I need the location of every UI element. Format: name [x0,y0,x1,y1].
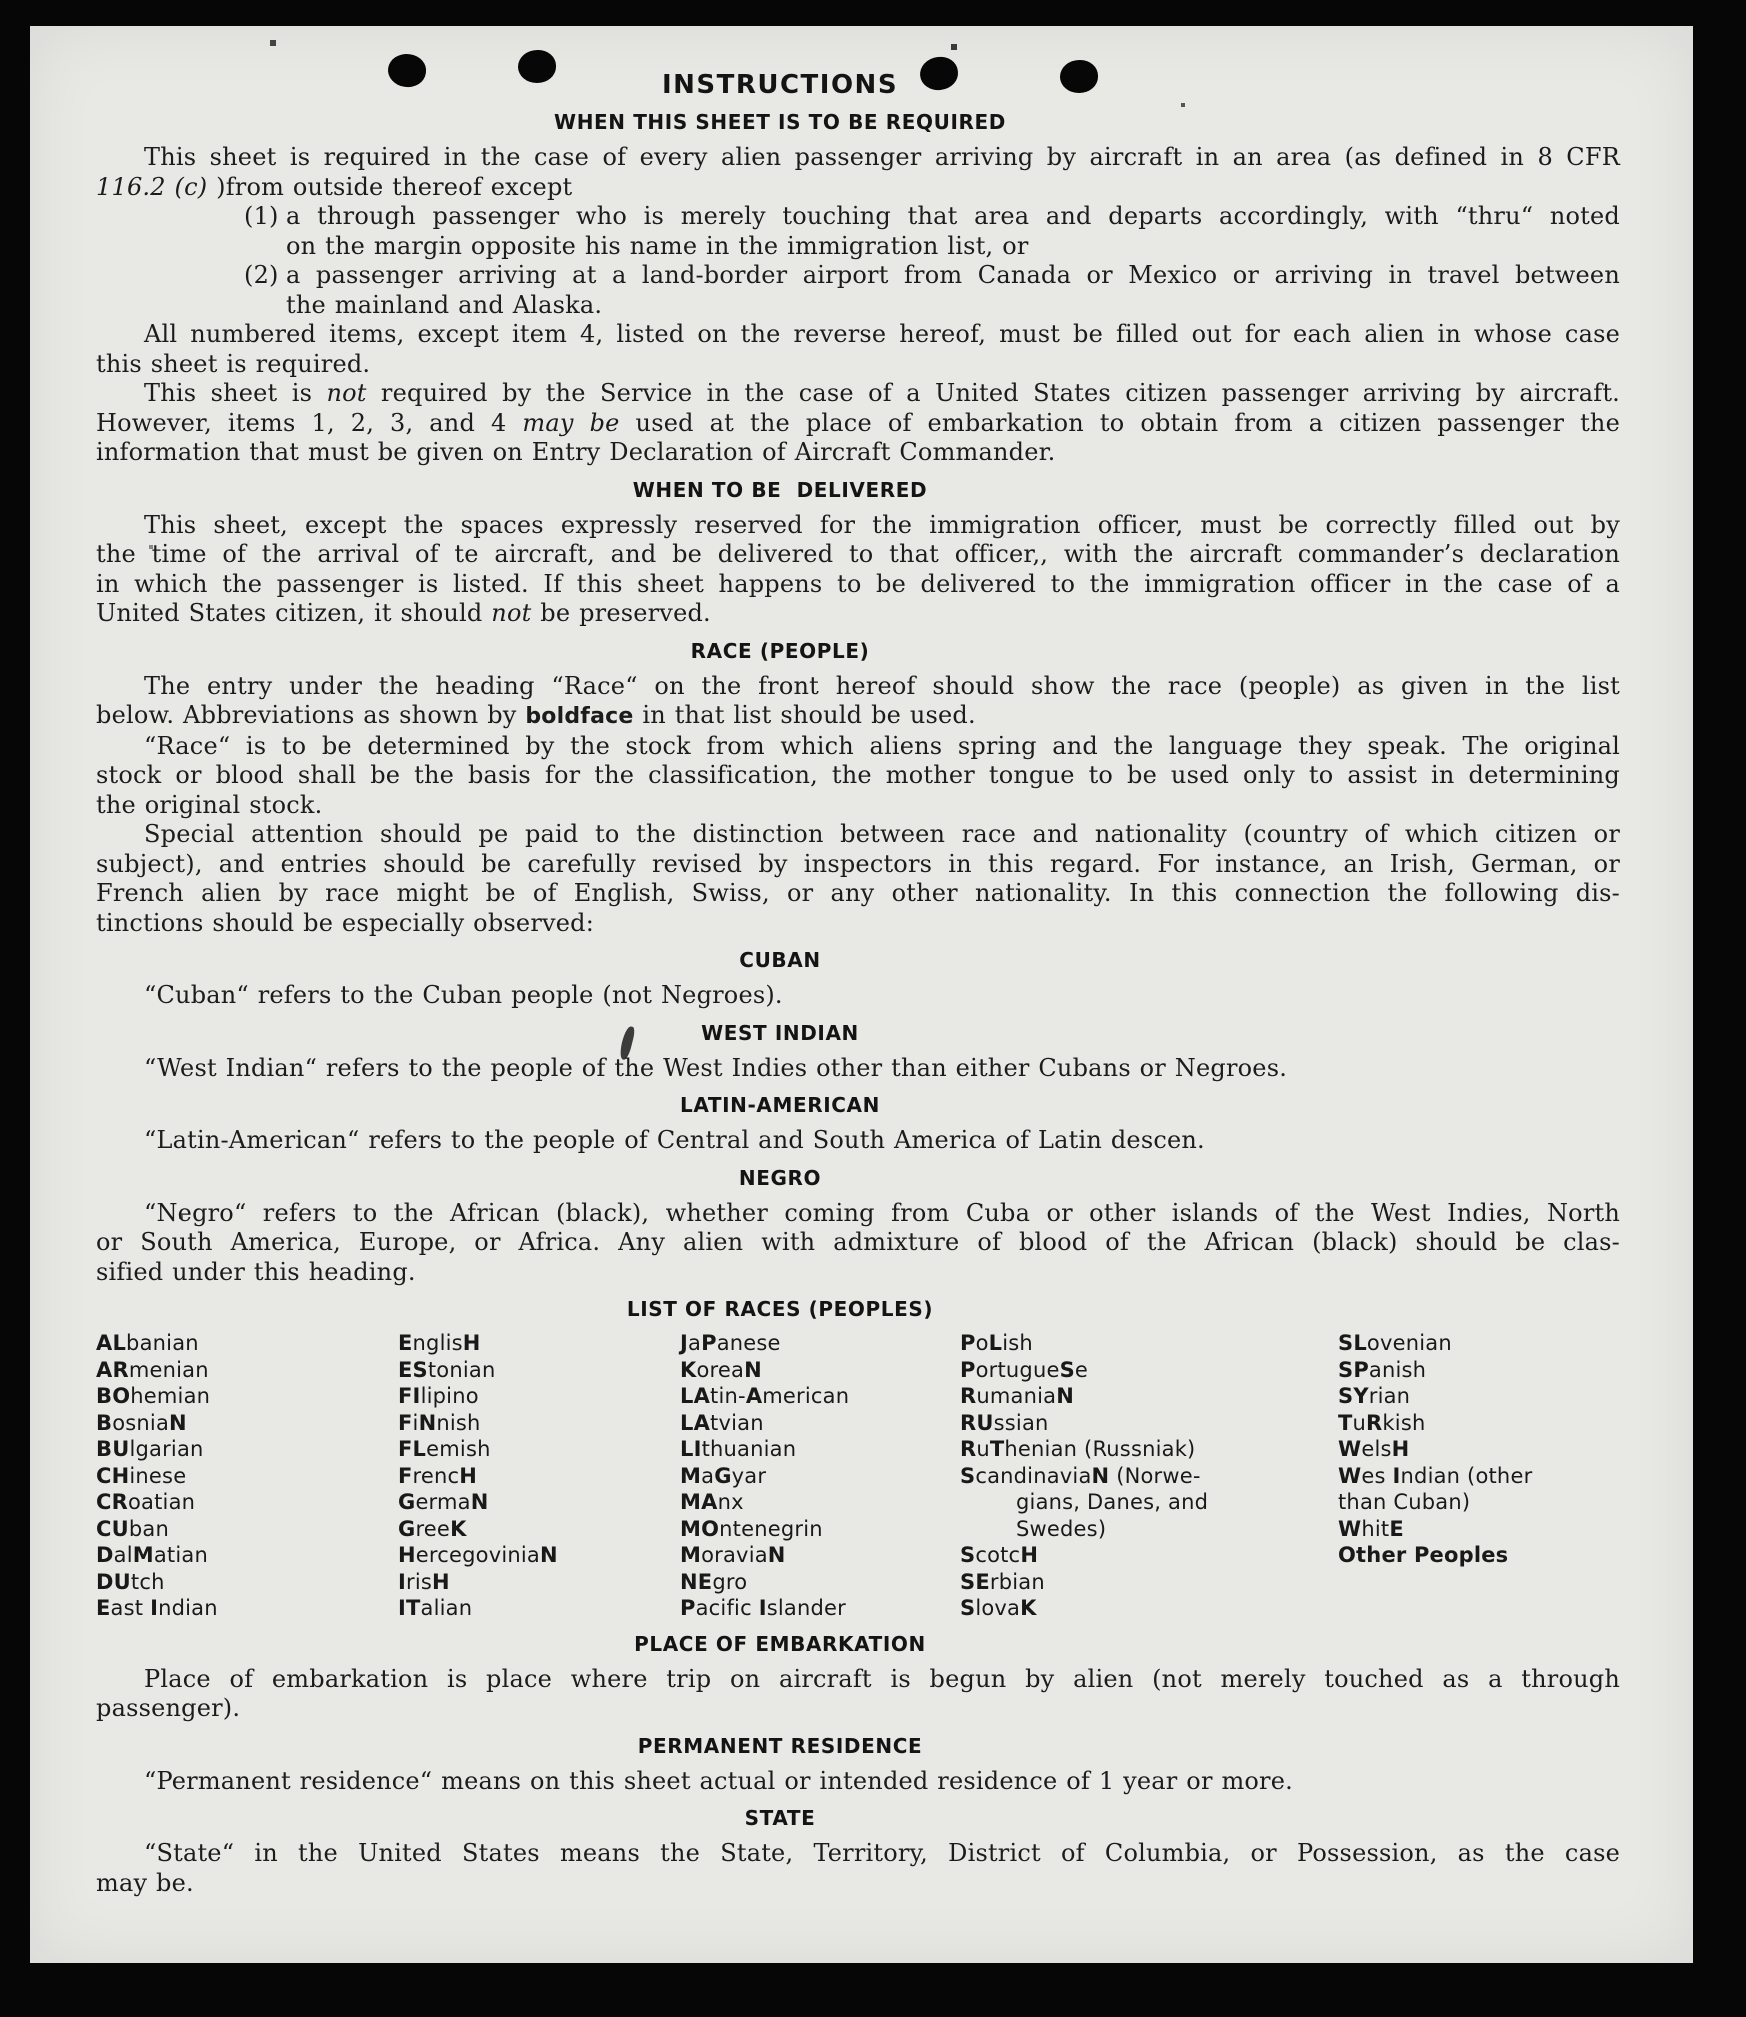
text-line: This sheet is not required by the Service in the case of a United States citizen passenger arriving by aircraft. [144,379,1620,407]
section [96,1734,1620,1797]
race-item: Pacific Islander [680,1596,846,1620]
race-item: CHinese [96,1463,187,1488]
race-item: GermaN [398,1490,489,1514]
section-heading: CUBAN [739,948,821,972]
race-item: Wes Indian (other [1338,1463,1533,1488]
race-item: ALbanian [96,1331,199,1355]
section-heading: RACE (PEOPLE) [690,638,870,663]
document-content [96,70,1620,1898]
races-list [96,1330,1620,1622]
race-item: BOhemian [96,1384,211,1408]
text-line: subject), and entries should be carefully revised by inspectors in this regard. For instance, an Irish, German, or [96,849,1620,878]
text-line: this sheet is required. [96,349,371,378]
race-item: SPanish [1338,1357,1427,1382]
race-item: EStonian [398,1357,496,1382]
text-line: All numbered items, except item 4, listed on the reverse hereof, must be filled out for each alien in whose case [144,320,1620,348]
text-line: or South America, Europe, or Africa. Any alien with admixture of blood of the African (black) should be clas- [96,1228,1620,1256]
race-item: SlovaK [960,1596,1037,1620]
race-item: than Cuban) [1338,1490,1471,1514]
paragraph [96,143,1620,202]
scan-speck-artifacts [30,26,32,28]
race-item: ScotcH [960,1543,1039,1567]
sections-container [96,110,1620,1898]
text-line: This sheet is required in the case of every alien passenger arriving by aircraft in an area (as defined in 8 CFR [144,143,1620,171]
text-line: a through passenger who is merely touching that area and departs accordingly, with “thru“ noted [286,202,1620,230]
race-item: East Indian [96,1596,218,1620]
numbered-item [96,202,1620,261]
paragraph [96,1199,1620,1288]
race-item: MOntenegrin [680,1516,823,1541]
paragraph [96,1054,1620,1084]
text-line: Special attention should pe paid to the distinction between race and nationality (country of which citizen or [144,820,1620,848]
text-line: the time of the arrival of te aircraft, and be delivered to that officer,, with the aircraft commander’s declaration [96,540,1620,568]
section [96,639,1620,939]
section-heading: NEGRO [738,1165,822,1190]
section [96,1093,1620,1156]
race-item: JaPanese [680,1331,781,1355]
race-item: CRoatian [96,1490,196,1514]
race-item: WelsH [1338,1437,1410,1461]
text-line: “State“ in the United States means the State, Territory, District of Columbia, or Possession, as the case [144,1839,1620,1867]
race-item: FLemish [398,1437,491,1461]
races-column [96,1330,398,1622]
section-heading: STATE [744,1806,816,1830]
race-item: FiNnish [398,1410,481,1435]
race-item: Swedes) [1016,1516,1107,1541]
race-item: BUlgarian [96,1437,204,1461]
text-line: This sheet, except the spaces expressly reserved for the immigration officer, must be correctly filled out by [144,510,1620,539]
races-column [960,1330,1338,1622]
race-item: Other Peoples [1338,1543,1509,1567]
numbered-item [96,261,1620,320]
paragraph [96,1767,1620,1797]
race-item: KoreaN [680,1357,762,1382]
text-line: “Race“ is to be determined by the stock from which aliens spring and the language they speak. The original [144,731,1620,760]
race-item: FIlipino [398,1384,479,1408]
section-heading: LIST OF RACES (PEOPLES) [626,1297,934,1321]
text-line: The entry under the heading “Race“ on the front hereof should show the race (people) as given in the list [144,671,1620,700]
text-line: a passenger arriving at a land-border airport from Canada or Mexico or arriving in travel between [286,261,1620,289]
section-heading: WHEN THIS SHEET IS TO BE REQUIRED [554,110,1006,134]
text-line: the mainland and Alaska. [286,290,603,319]
section [96,1297,1620,1622]
paragraph [96,511,1620,629]
race-item: CUban [96,1516,169,1541]
text-line: on the margin opposite his name in the immigration list, or [286,231,1029,260]
race-item: MAnx [680,1490,744,1514]
race-item: ScandinaviaN (Norwe- [960,1463,1201,1488]
text-line: tinctions should be especially observed: [96,908,594,937]
paragraph [96,1665,1620,1724]
paragraph [96,672,1620,732]
race-item: FrencH [398,1463,478,1488]
races-column [680,1330,960,1622]
item-marker: (1) [244,202,279,230]
race-item: PoLish [960,1331,1033,1355]
race-item: IrisH [398,1569,450,1594]
text-line: in which the passenger is listed. If this sheet happens to be delivered to the immigration officer in the case of a [96,569,1620,598]
race-item: RUssian [960,1410,1049,1435]
paragraph [96,320,1620,379]
race-item: BosniaN [96,1410,187,1435]
race-item: TuRkish [1338,1410,1426,1435]
text-line: passenger). [96,1694,241,1722]
text-line: below. Abbreviations as shown by boldface in that list should be used. [96,701,976,729]
race-item: LAtvian [680,1410,764,1435]
paragraph [96,1839,1620,1898]
section [96,478,1620,629]
race-item: EnglisH [398,1331,481,1355]
page-title: INSTRUCTIONS [661,70,899,100]
race-item: MoraviaN [680,1543,786,1567]
race-item: MaGyar [680,1463,767,1488]
paragraph [96,379,1620,468]
race-item: LIthuanian [680,1437,797,1461]
paragraph [96,732,1620,821]
text-line: “Latin-American“ refers to the people of Central and South America of Latin descen. [144,1126,1205,1154]
race-item: DalMatian [96,1543,208,1567]
section [96,1166,1620,1288]
text-line: French alien by race might be of English, Swiss, or any other nationality. In this connection the following dis- [96,879,1620,907]
item-marker: (2) [244,261,279,289]
text-line: sified under this heading. [96,1257,416,1286]
section-heading: PLACE OF EMBARKATION [634,1631,926,1656]
text-line: United States citizen, it should not be preserved. [96,599,711,627]
race-item: NEgro [680,1569,748,1594]
race-item: gians, Danes, and [1016,1490,1209,1514]
race-item: SLovenian [1338,1331,1452,1355]
text-line: stock or blood shall be the basis for the classification, the mother tongue to be used only to assist in determining [96,761,1620,789]
race-item: HercegoviniaN [398,1543,558,1567]
text-line: may be. [96,1868,194,1897]
section [96,948,1620,1011]
text-line: 116.2 (c) )from outside thereof except [96,172,573,201]
paragraph [96,820,1620,938]
section-heading: LATIN-AMERICAN [680,1093,880,1117]
race-item: RumaniaN [960,1384,1075,1408]
paper-sheet [30,26,1693,1963]
race-item: SYrian [1338,1384,1411,1408]
paragraph [96,981,1620,1011]
race-item: ARmenian [96,1357,209,1382]
section [96,1021,1620,1084]
race-item: RuThenian (Russniak) [960,1437,1196,1461]
race-item: GreeK [398,1516,467,1541]
section [96,110,1620,468]
race-item: DUtch [96,1569,165,1594]
races-column [398,1330,680,1622]
section-heading: WHEN TO BE DELIVERED [632,477,928,502]
race-item: PortugueSe [960,1357,1089,1382]
race-item: ITalian [398,1596,473,1620]
races-column [1338,1330,1620,1622]
section [96,1806,1620,1898]
text-line: “Permanent residence“ means on this sheet actual or intended residence of 1 year or more. [144,1766,1293,1795]
race-item: LAtin-American [680,1384,850,1408]
text-line: information that must be given on Entry Declaration of Aircraft Commander. [96,438,1056,466]
text-line: However, items 1, 2, 3, and 4 may be used at the place of embarkation to obtain from a citizen passenger the [96,408,1620,437]
race-item: SErbian [960,1569,1045,1594]
text-line: “West Indian“ refers to the people of the West Indies other than either Cubans or Negroes. [144,1053,1288,1082]
section [96,1632,1620,1724]
text-line: Place of embarkation is place where trip on aircraft is begun by alien (not merely touched as a through [144,1664,1620,1693]
section-heading: WEST INDIAN [701,1020,859,1045]
text-line: the original stock. [96,790,323,819]
paragraph [96,1126,1620,1156]
race-item: WhitE [1338,1516,1404,1541]
section-heading: PERMANENT RESIDENCE [637,1733,923,1758]
text-line: “Negro“ refers to the African (black), whether coming from Cuba or other islands of the West Indies, North [144,1198,1620,1227]
text-line: “Cuban“ refers to the Cuban people (not Negroes). [144,981,783,1009]
